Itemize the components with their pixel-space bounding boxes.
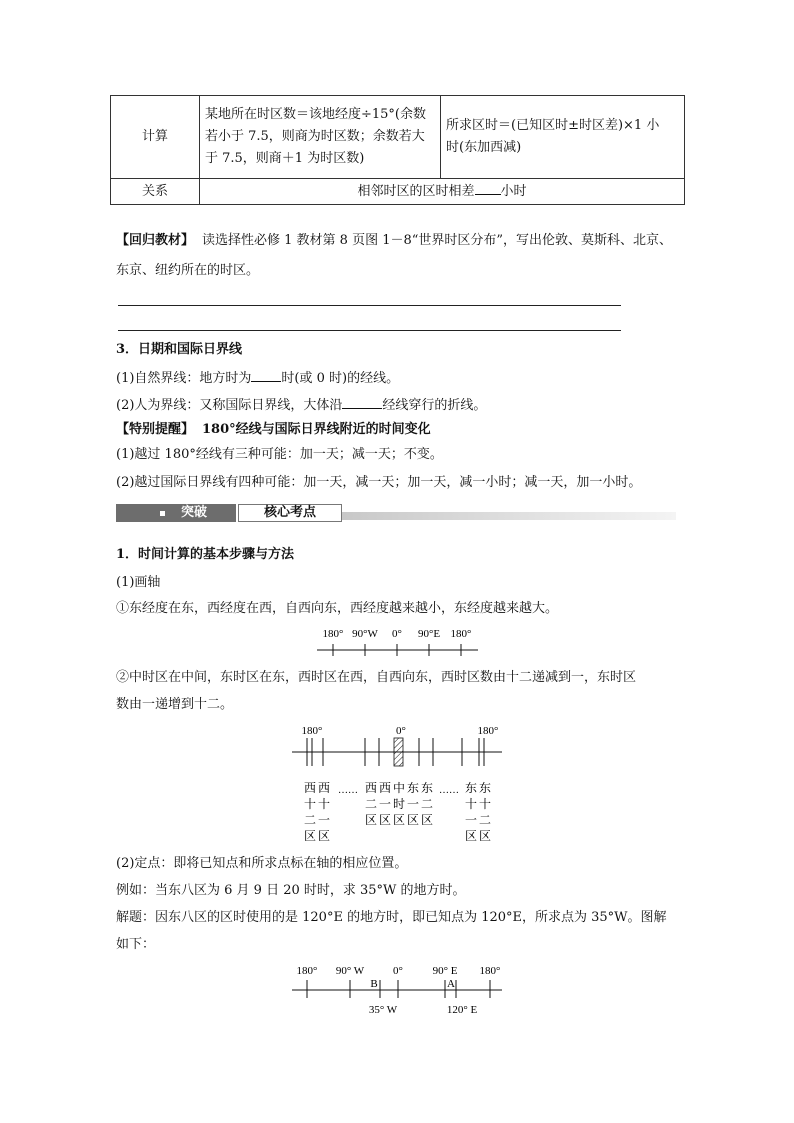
zone-char: 西	[317, 781, 331, 795]
axis-label: 90°E	[417, 628, 441, 640]
tip-title: 180°经线与国际日界线附近的时间变化	[202, 422, 431, 437]
point-b-label: B	[370, 978, 378, 990]
review-line-1	[116, 232, 672, 250]
human-text-before: (2)人为界线：又称国际日界线，大体沿	[116, 398, 343, 413]
axis-point-1: ①东经度在东，西经度在西，自西向东，西经度越来越小，东经度越来越大。	[116, 601, 559, 616]
time-zone-axis-diagram	[290, 722, 505, 847]
zone-char: 一	[317, 813, 331, 827]
fill-blank[interactable]	[251, 367, 281, 382]
zone-char: 十	[303, 797, 317, 811]
zone-char: 一	[464, 813, 478, 827]
zone-char: 二	[303, 813, 317, 827]
relation-text-before: 相邻时区的区时相差	[357, 184, 475, 199]
axis-label: 0°	[393, 965, 403, 977]
tip-item-2: (2)越过国际日界线有四种可能：加一天，减一天；加一天，减一小时；减一天，加一小时。	[116, 475, 642, 490]
calc-zone-formula	[200, 96, 441, 179]
zone-char: 东	[406, 781, 420, 795]
calc-label: 计算	[111, 96, 200, 179]
banner-dark-label: 突破	[181, 505, 208, 520]
longitude-axis-diagram	[315, 625, 480, 661]
special-tip	[116, 421, 431, 439]
zone-char: 二	[420, 797, 434, 811]
zone-char: 区	[317, 829, 331, 843]
zone-char: 区	[392, 813, 406, 827]
fill-blank[interactable]	[342, 394, 382, 409]
axis-point-2-line-1: ②中时区在中间，东时区在东，西时区在西，自西向东，西时区数由十二递减到一，东时区	[116, 670, 637, 685]
ellipsis: ……	[439, 785, 459, 796]
review-text: 读选择性必修 1 教材第 8 页图 1－8“世界时区分布”，写出伦敦、莫斯科、北京、	[202, 233, 673, 248]
ellipsis: ……	[338, 785, 358, 796]
zone-char: 东	[420, 781, 434, 795]
relation-label: 关系	[111, 179, 200, 205]
banner-fade-strip	[342, 512, 676, 520]
natural-text-before: (1)自然界线：地方时为	[116, 371, 252, 386]
table-row-calculation	[111, 96, 685, 179]
natural-boundary	[116, 367, 399, 388]
axis-label: 90° E	[432, 965, 458, 977]
zone-char: 十	[464, 797, 478, 811]
relation-content	[200, 179, 685, 205]
time-zone-table	[110, 95, 685, 205]
calc-left-line: 某地所在时区数＝该地经度÷15°(余数	[205, 107, 427, 122]
axis-label: 180°	[479, 965, 501, 977]
zone-char: 一	[406, 797, 420, 811]
table-row-relation	[111, 179, 685, 205]
zone-char: 区	[303, 829, 317, 843]
axis-label: 180°	[322, 628, 344, 640]
axis-label: 0°	[392, 628, 402, 640]
axis-label: 180°	[450, 628, 472, 640]
calc-right-line: 时(东加西减)	[446, 140, 522, 155]
axis-point-2-line-2: 数由一递增到十二。	[116, 697, 234, 712]
central-meridian-band	[394, 738, 403, 766]
zone-char: 二	[364, 797, 378, 811]
zone-char: 二	[478, 813, 492, 827]
zone-char: 东	[478, 781, 492, 795]
zone-char: 西	[303, 781, 317, 795]
solution-line-2: 如下：	[116, 937, 156, 952]
zone-char: 西	[378, 781, 392, 795]
review-tag: 【回归教材】	[116, 233, 195, 248]
fill-blank[interactable]	[475, 180, 501, 195]
example-text: 例如：当东八区为 6 月 9 日 20 时时，求 35°W 的地方时。	[116, 883, 466, 898]
example-axis-diagram	[290, 960, 505, 1020]
banner-dark-tab	[116, 504, 236, 522]
axis-label: 180°	[296, 965, 318, 977]
zone-char: 十	[478, 797, 492, 811]
step-locate-points: (2)定点：即将已知点和所求点标在轴的相应位置。	[116, 856, 408, 871]
zone-char: 区	[378, 813, 392, 827]
relation-text-after: 小时	[500, 184, 527, 199]
zone-char: 区	[464, 829, 478, 843]
zone-char: 区	[364, 813, 378, 827]
natural-text-after: 时(或 0 时)的经线。	[281, 371, 400, 386]
zone-char: 区	[478, 829, 492, 843]
axis-label: 0°	[396, 725, 406, 737]
section-banner	[116, 503, 676, 524]
zone-char: 时	[392, 797, 406, 811]
review-line-2: 东京、纽约所在的时区。	[116, 263, 260, 278]
zone-char: 一	[378, 797, 392, 811]
axis-label: 90° W	[335, 965, 365, 977]
point-a-label: A	[447, 978, 455, 990]
zone-char: 西	[364, 781, 378, 795]
tip-tag: 【特别提醒】	[116, 422, 195, 437]
tip-item-1: (1)越过 180°经线有三种可能：加一天；减一天；不变。	[116, 447, 443, 462]
zone-char: 东	[464, 781, 478, 795]
calc-right-line: 所求区时＝(已知区时±时区差)×1 小	[446, 118, 660, 133]
human-boundary	[116, 394, 486, 415]
zone-labels	[304, 780, 491, 843]
answer-line[interactable]	[118, 305, 621, 306]
axis-label: 90°W	[352, 628, 378, 640]
banner-light-tab: 核心考点	[238, 504, 342, 522]
calc-left-line: 若小于 7.5，则商为时区数；余数若大	[205, 129, 425, 144]
answer-line[interactable]	[118, 330, 621, 331]
axis-label: 180°	[477, 725, 499, 737]
section-1-title: 1．时间计算的基本步骤与方法	[116, 547, 295, 562]
section-3-title: 3．日期和国际日界线	[116, 342, 243, 357]
zone-char: 区	[420, 813, 434, 827]
square-bullet-icon	[160, 511, 165, 516]
axis-label: 120° E	[446, 1004, 478, 1016]
zone-char: 区	[406, 813, 420, 827]
solution-line-1: 解题：因东八区的区时使用的是 120°E 的地方时，即已知点为 120°E，所求点为 35°W。图解	[116, 910, 667, 925]
calc-zone-time-formula	[441, 96, 685, 179]
step-draw-axis: (1)画轴	[116, 575, 161, 590]
calc-left-line: 于 7.5，则商＋1 为时区数)	[205, 151, 365, 166]
human-text-after: 经线穿行的折线。	[382, 398, 487, 413]
axis-label: 180°	[301, 725, 323, 737]
axis-label: 35° W	[368, 1004, 398, 1016]
zone-char: 中	[392, 781, 406, 795]
zone-char: 十	[317, 797, 331, 811]
